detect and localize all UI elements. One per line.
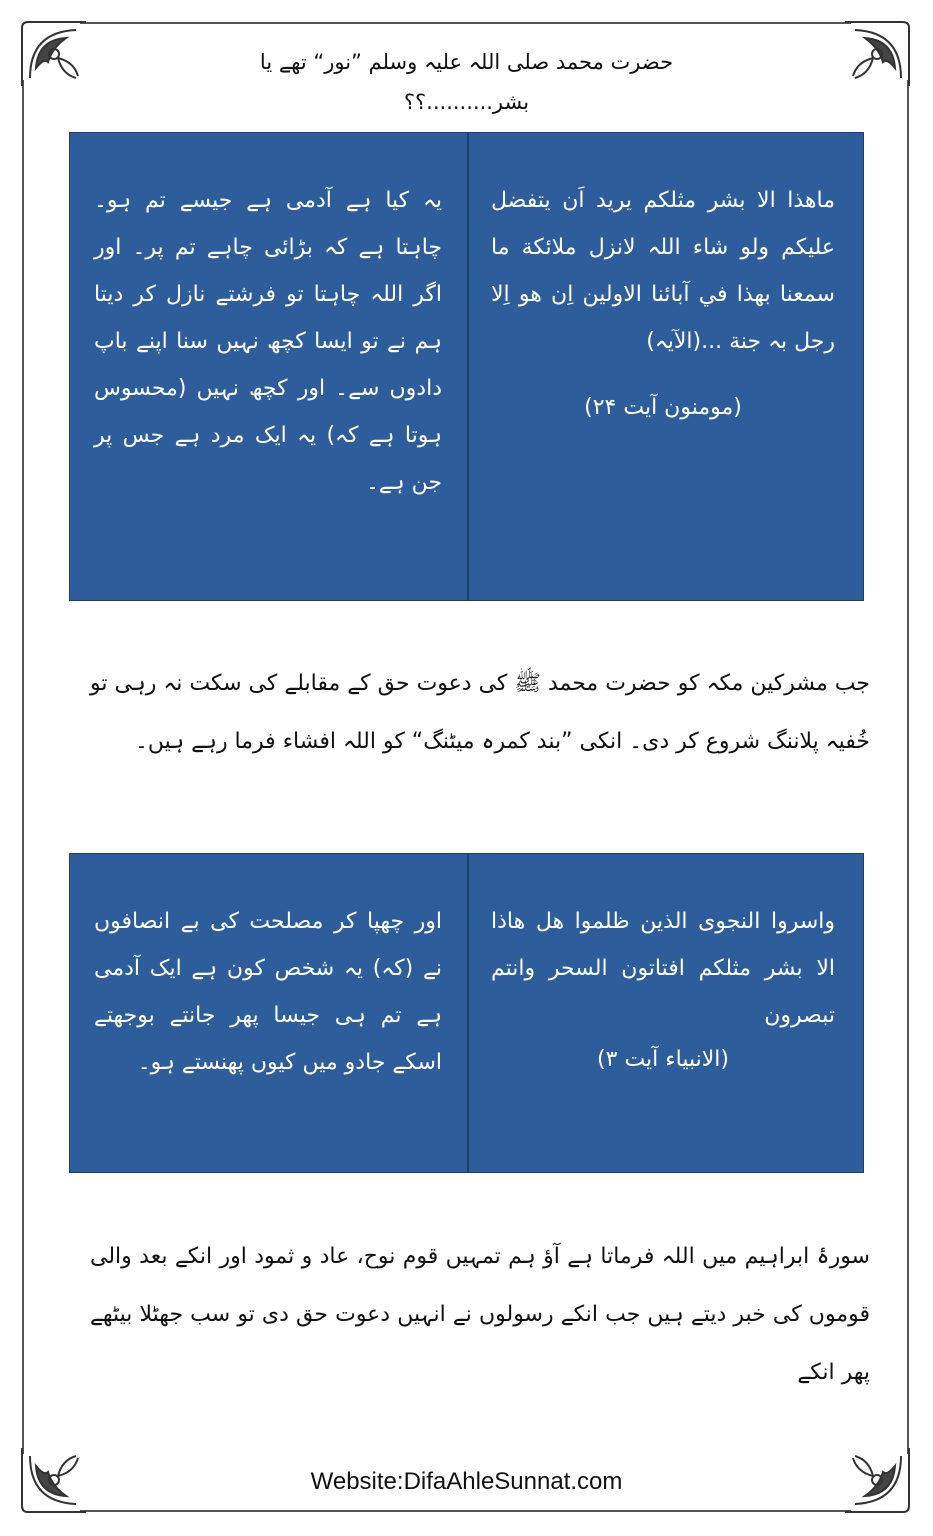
corner-ornament-icon <box>841 18 913 90</box>
arabic-verse-text: ماھذا الا بشر مثلکم یرید اَن یتفضل علیکم ولو شاء اللہ لانزل ملائکة ما سمعنا بھذا في آبائنا الاولین اِن ھو اِلا رجل بہ جنة ...(الآیہ) <box>491 188 835 354</box>
verse-reference: (مومنون آیت ۲۴) <box>584 395 742 420</box>
frame-bottom-line <box>80 1510 851 1512</box>
verse-panel-1 <box>69 132 864 601</box>
translation-text: اور چھپا کر مصلحت کی بے انصافوں نے (کہ) یہ شخص کون ہے ایک آدمی ہے تم ہی جیسا پھر جانتے بوجھتے اسکے جادو میں کیوں پھنستے ہو۔ <box>94 909 442 1075</box>
website-link[interactable]: Website:DifaAhleSunnat.com <box>310 1468 623 1495</box>
verse-panel-2 <box>69 853 864 1173</box>
corner-ornament-icon <box>18 18 90 90</box>
frame-top-line <box>80 22 851 24</box>
translation-text: یہ کیا ہے آدمی ہے جیسے تم ہو۔ چاہتا ہے کہ بڑائی چاہے تم پر۔ اور اگر اللہ چاہتا تو فرشتے نازل کر دیتا ہم نے تو ایسا کچھ نہیں سنا اپنے باپ دادوں سے۔ اور کچھ نہیں (محسوس ہوتا ہے کہ) یہ ایک مرد ہے جس پر جن ہے۔ <box>94 188 442 495</box>
frame-left-line <box>22 80 24 1454</box>
arabic-verse-text: واسروا النجوی الذین ظلموا ھل ھاذا الا بشر مثلکم افتاتون السحر وانتم تبصرون <box>491 909 835 1028</box>
explanation-paragraph-2: سورۂ ابراہیم میں اللہ فرماتا ہے آؤ ہم تمہیں قوم نوح، عاد و ثمود اور انکے بعد والی قوموں کی خبر دیتے ہیں جب انکے رسولوں نے انہیں دعوت حق دی تو سب جھٹلا بیٹھے پھر انکے <box>90 1244 870 1385</box>
explanation-paragraph-1: جب مشرکین مکہ کو حضرت محمد ﷺ کی دعوت حق کے مقابلے کی سکت نہ رہی تو خُفیہ پلاننگ شروع کر دی۔ انکی ”بند کمرہ میٹنگ“ کو اللہ افشاء فرما رہے ہیں۔ <box>90 671 870 754</box>
frame-right-line <box>907 80 909 1454</box>
translation-column <box>70 854 466 1172</box>
verse-reference: (الانبیاء آیت ۳) <box>597 1047 729 1072</box>
arabic-verse-column <box>467 133 863 600</box>
translation-column <box>70 133 466 600</box>
page-title: حضرت محمد صلی اللہ علیہ وسلم ”نور“ تھے یا بشر..........؟؟ <box>259 50 674 114</box>
arabic-verse-column <box>467 854 863 1172</box>
